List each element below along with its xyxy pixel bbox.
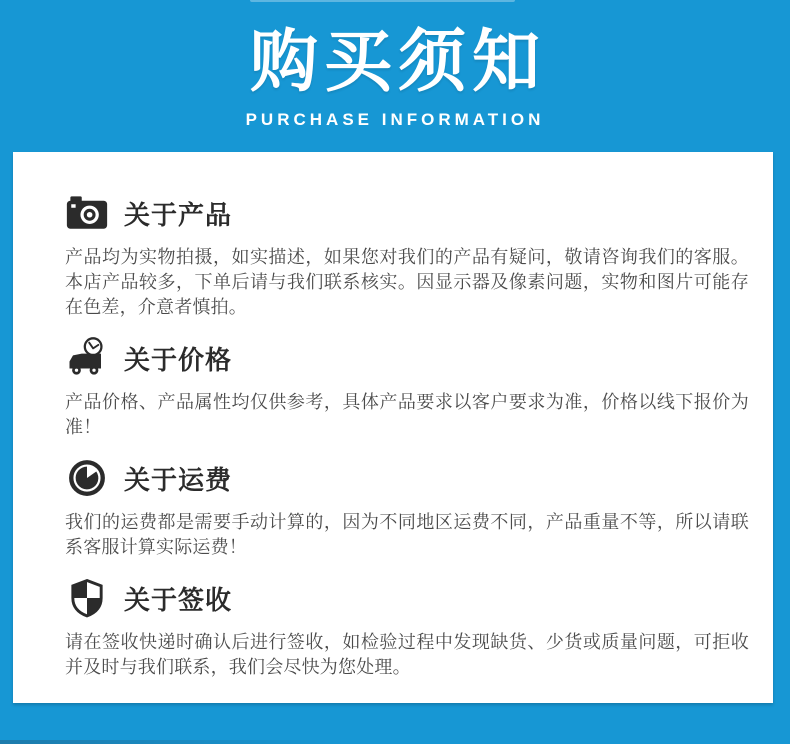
section-body-text: 请在签收快递时确认后进行签收，如检验过程中发现缺货、少货或质量问题，可拒收并及时与我们联系，我们会尽快为您处理。 xyxy=(65,632,749,677)
section-about-receipt xyxy=(65,578,749,680)
section-about-price xyxy=(65,338,749,440)
section-about-product xyxy=(65,193,749,320)
pie-timer-icon xyxy=(65,457,109,499)
section-title: 关于价格 xyxy=(124,344,233,375)
truck-clock-icon xyxy=(65,337,109,379)
section-title: 关于运费 xyxy=(124,464,233,495)
page-title: 购买须知 xyxy=(249,24,546,100)
camera-icon xyxy=(65,192,109,234)
section-title: 关于签收 xyxy=(124,584,233,615)
bottom-edge-artifact xyxy=(0,740,345,744)
section-header xyxy=(65,193,749,233)
page-subtitle: PURCHASE INFORMATION xyxy=(245,109,545,129)
section-about-shipping xyxy=(65,458,749,560)
section-title: 关于产品 xyxy=(124,199,233,230)
shield-icon xyxy=(65,577,109,619)
section-header xyxy=(65,578,749,618)
info-card xyxy=(13,152,773,703)
section-body-text: 我们的运费都是需要手动计算的，因为不同地区运费不同，产品重量不等，所以请联系客服计算实际运费！ xyxy=(65,512,749,557)
section-header xyxy=(65,458,749,498)
banner xyxy=(0,0,790,152)
section-body-text: 产品价格、产品属性均仅供参考，具体产品要求以客户要求为准，价格以线下报价为准！ xyxy=(65,392,749,437)
section-header xyxy=(65,338,749,378)
section-body-text: 产品均为实物拍摄，如实描述，如果您对我们的产品有疑问，敬请咨询我们的客服。本店产品较多，下单后请与我们联系核实。因显示器及像素问题，实物和图片可能存在色差，介意者慎拍。 xyxy=(65,247,749,317)
